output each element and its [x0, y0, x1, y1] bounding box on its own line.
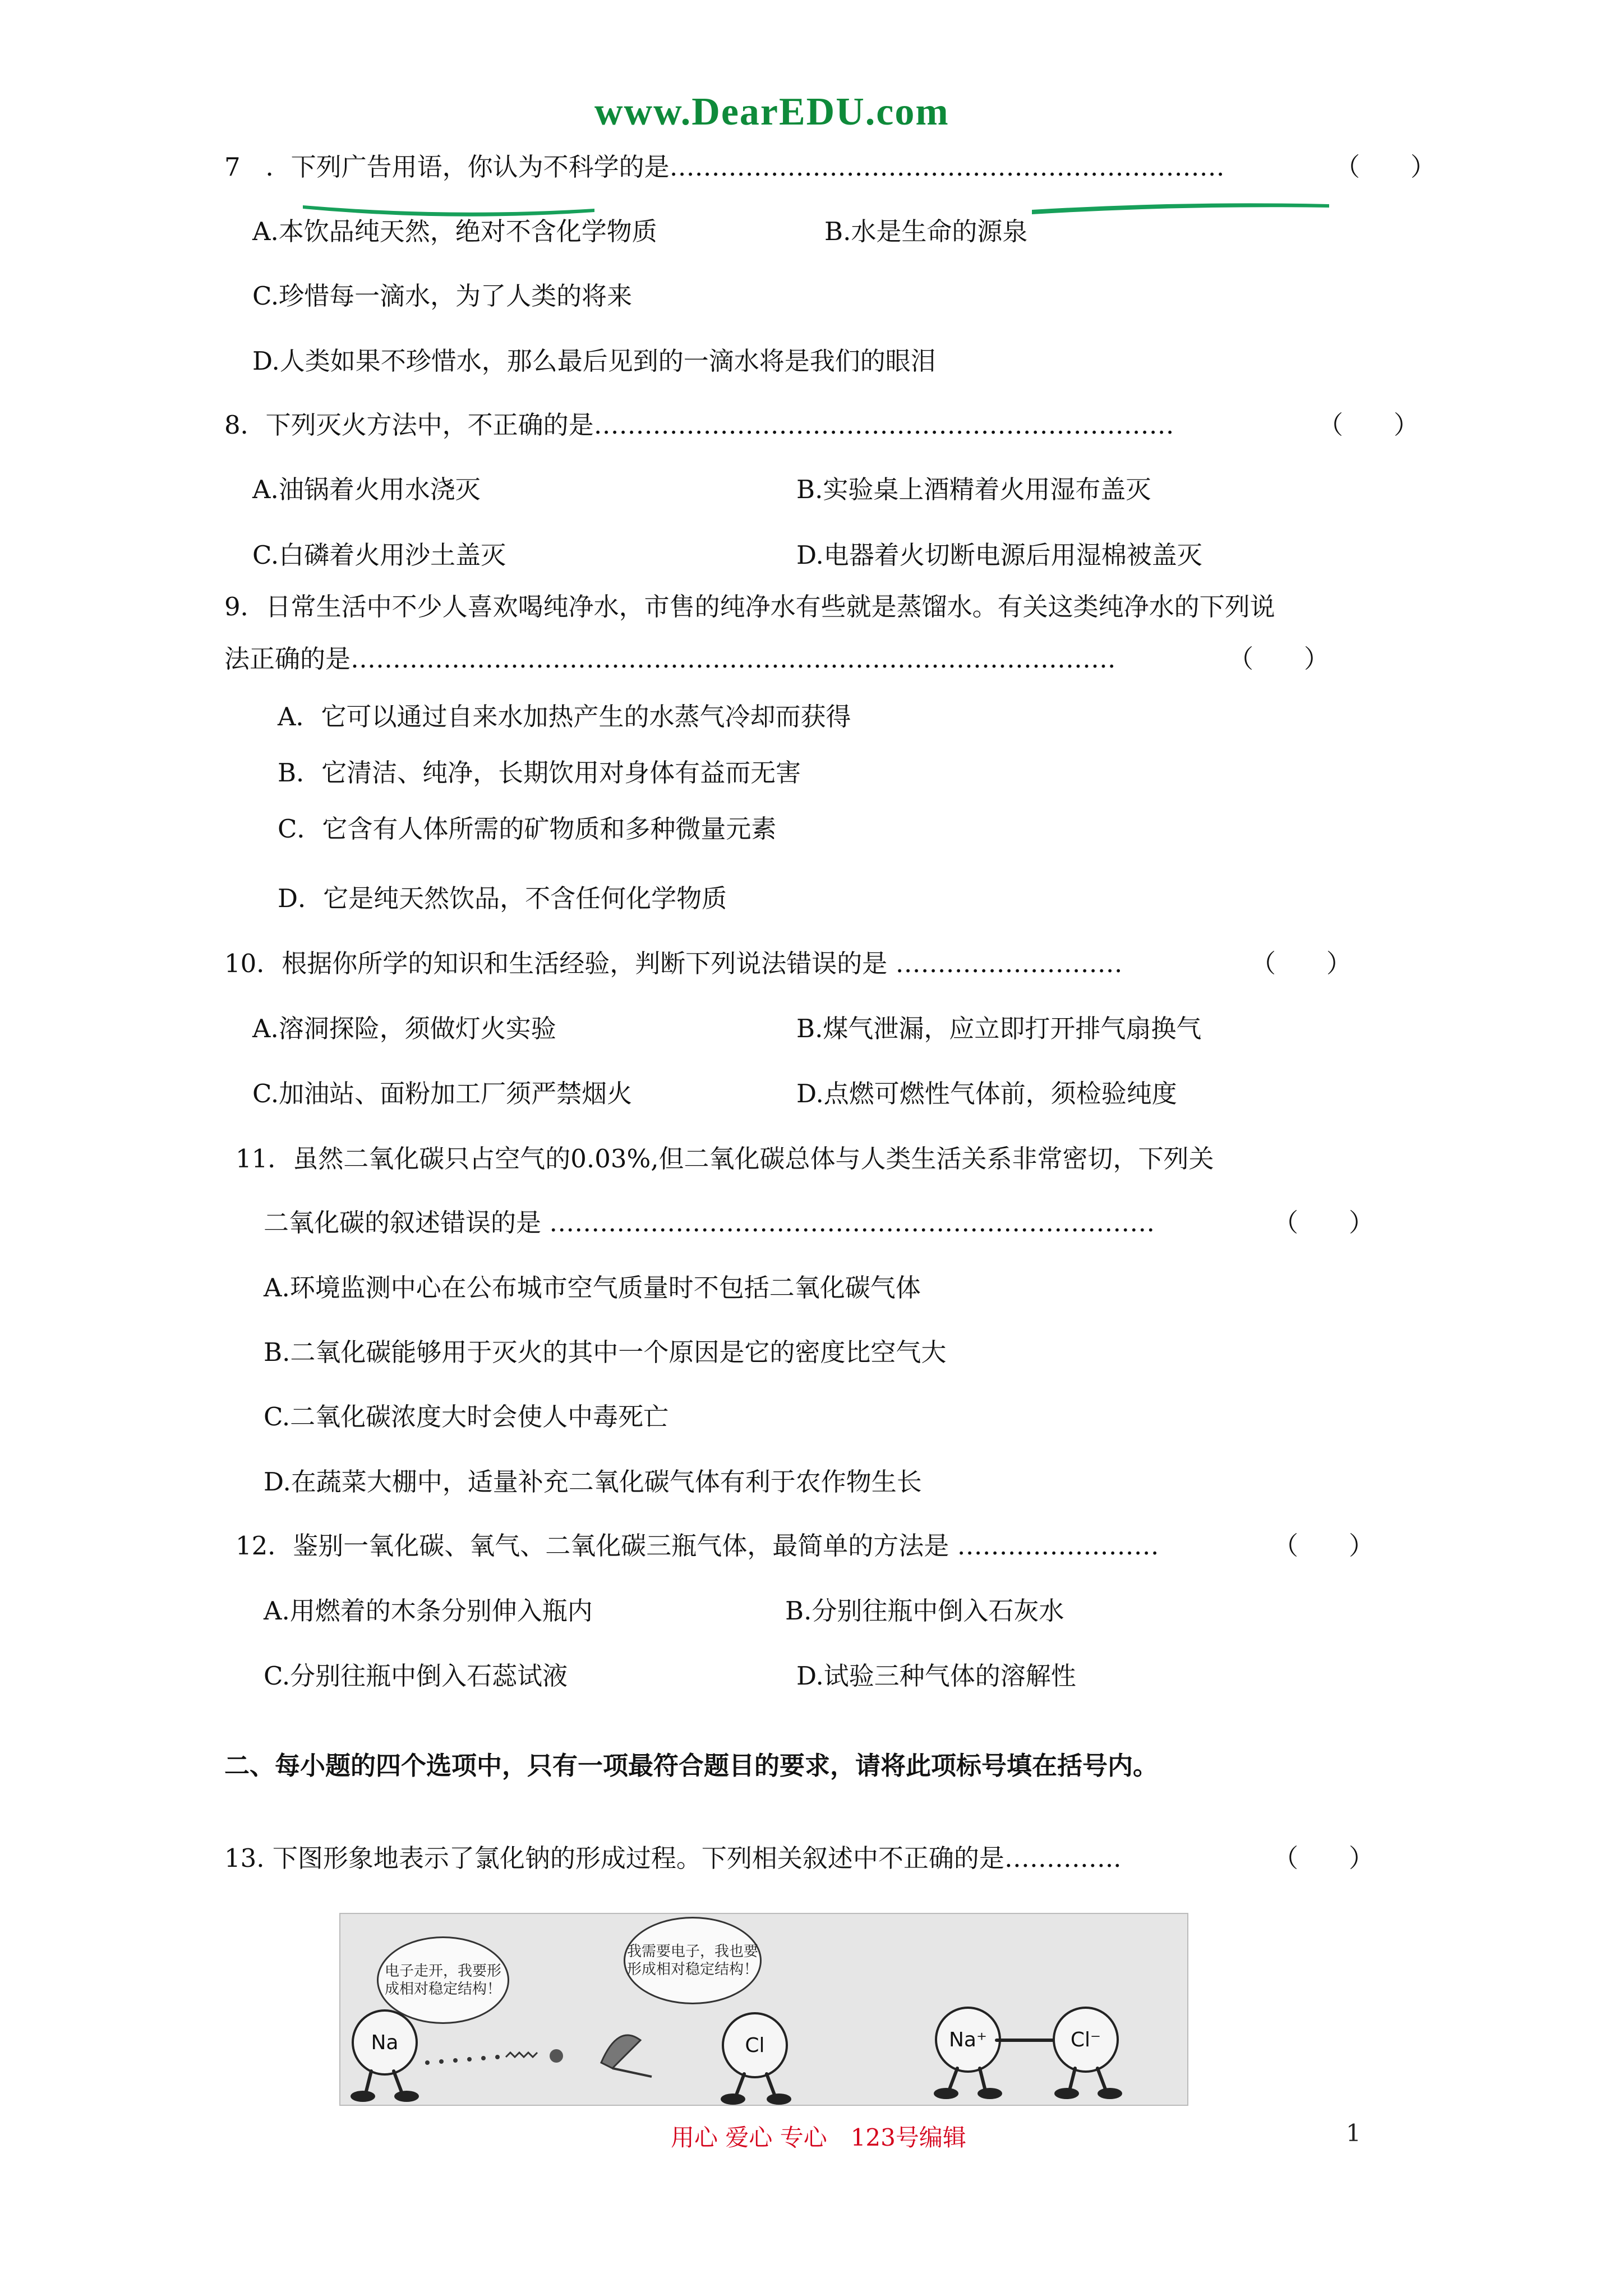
- q10-answer-bracket: （ ）: [1251, 949, 1352, 978]
- q11-option-d: D.在蔬菜大棚中，适量补充二氧化碳气体有利于农作物生长: [264, 1467, 922, 1497]
- q12-option-d: D.试验三种气体的溶解性: [796, 1661, 1076, 1691]
- nacl-formation-figure: [339, 1913, 1188, 2106]
- q11-answer-bracket: （ ）: [1273, 1208, 1375, 1237]
- sodium-atom: Na: [352, 2009, 418, 2076]
- q9-option-a: A．它可以通过自来水加热产生的水蒸气冷却而获得: [278, 702, 851, 731]
- q8-option-c: C.白磷着火用沙土盖灭: [252, 540, 506, 570]
- chloride-ion: Cl⁻: [1053, 2007, 1119, 2073]
- q13-stem: 13. 下图形象地表示了氯化钠的形成过程。下列相关叙述中不正确的是…………..: [224, 1843, 1122, 1873]
- q8-option-a: A.油锅着火用水浇灭: [252, 475, 481, 504]
- q9-stem-line2: 法正确的是……………………………………………………………………………….: [224, 644, 1116, 674]
- q8-answer-bracket: （ ）: [1318, 410, 1419, 440]
- q9-answer-bracket: （ ）: [1228, 644, 1330, 674]
- q9-option-d: D．它是纯天然饮品，不含任何化学物质: [278, 884, 727, 913]
- q8-option-b: B.实验桌上酒精着火用湿布盖灭: [796, 475, 1151, 504]
- q10-option-d: D.点燃可燃性气体前，须检验纯度: [796, 1079, 1177, 1108]
- q12-option-a: A.用燃着的木条分别伸入瓶内: [264, 1596, 593, 1626]
- q7-option-c: C.珍惜每一滴水，为了人类的将来: [252, 281, 633, 311]
- q7-option-b: B.水是生命的源泉: [824, 217, 1028, 246]
- q11-option-b: B.二氧化碳能够用于灭火的其中一个原因是它的密度比空气大: [264, 1337, 947, 1367]
- q7-option-a: A.本饮品纯天然，绝对不含化学物质: [252, 217, 657, 246]
- cartoon-limbs-icon: [340, 1914, 1187, 2105]
- q11-stem-line1: 11．虽然二氧化碳只占空气的0.03%,但二氧化碳总体与人类生活关系非常密切，下列关: [236, 1144, 1214, 1174]
- q12-answer-bracket: （ ）: [1273, 1531, 1375, 1561]
- q9-stem-line1: 9．日常生活中不少人喜欢喝纯净水，市售的纯净水有些就是蒸馏水。有关这类纯净水的下列说: [224, 592, 1275, 622]
- q10-option-b: B.煤气泄漏，应立即打开排气扇换气: [796, 1014, 1202, 1043]
- speech-bubble-left: 电子走开，我要形成相对稳定结构！: [377, 1936, 509, 2024]
- q9-option-b: B．它清洁、纯净，长期饮用对身体有益而无害: [278, 758, 801, 788]
- q12-option-b: B.分别往瓶中倒入石灰水: [785, 1596, 1064, 1626]
- q12-option-c: C.分别往瓶中倒入石蕊试液: [264, 1661, 568, 1691]
- right-swoosh-icon: [1032, 201, 1329, 220]
- q10-option-c: C.加油站、面粉加工厂须严禁烟火: [252, 1079, 633, 1108]
- speech-bubble-right: 我需要电子，我也要形成相对稳定结构！: [624, 1917, 762, 2004]
- q7-answer-bracket: （ ）: [1335, 152, 1436, 182]
- section-2-heading: 二、每小题的四个选项中，只有一项最符合题目的要求，请将此项标号填在括号内。: [224, 1751, 1159, 1780]
- q10-option-a: A.溶洞探险，须做灯火实验: [252, 1014, 556, 1043]
- q12-stem: 12．鉴别一氧化碳、氧气、二氧化碳三瓶气体，最简单的方法是 ……………………: [236, 1531, 1159, 1561]
- q11-option-c: C.二氧化碳浓度大时会使人中毒死亡: [264, 1402, 669, 1432]
- q8-stem: 8．下列灭火方法中，不正确的是……………………………………………………………: [224, 410, 1174, 440]
- q10-stem: 10．根据你所学的知识和生活经验，判断下列说法错误的是 ………………………: [224, 949, 1123, 978]
- site-logo-text: www.DearEDU.com: [594, 90, 949, 134]
- q11-option-a: A.环境监测中心在公布城市空气质量时不包括二氧化碳气体: [264, 1273, 921, 1303]
- q9-option-c: C．它含有人体所需的矿物质和多种微量元素: [278, 814, 777, 844]
- q13-answer-bracket: （ ）: [1273, 1843, 1375, 1873]
- q8-option-d: D.电器着火切断电源后用湿棉被盖灭: [796, 540, 1202, 570]
- page-number: 1: [1346, 2119, 1361, 2147]
- chlorine-atom: Cl: [722, 2012, 788, 2078]
- q11-stem-line2: 二氧化碳的叙述错误的是 ………………………………………………………………: [264, 1208, 1155, 1237]
- sodium-ion: Na⁺: [935, 2007, 1001, 2073]
- footer-text: 用心 爱心 专心 123号编辑: [671, 2124, 966, 2151]
- q7-stem: 7 ．下列广告用语，你认为不科学的是…………………………………………………………: [224, 152, 1225, 182]
- q7-option-d: D.人类如果不珍惜水，那么最后见到的一滴水将是我们的眼泪: [252, 346, 936, 376]
